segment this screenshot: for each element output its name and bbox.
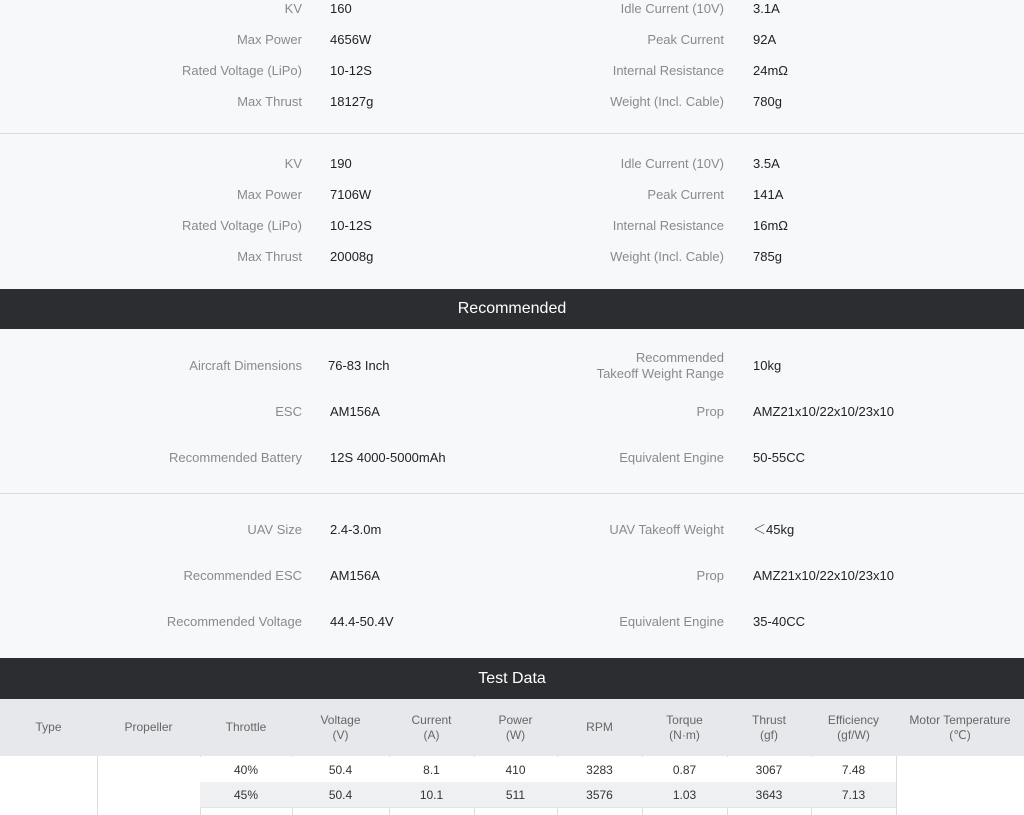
internal-resistance-label: Internal Resistance <box>612 63 724 78</box>
engine-value: 35-40CC <box>753 614 806 629</box>
spec-row <box>0 1 1024 25</box>
engine-label: Equivalent Engine <box>619 614 724 629</box>
spec-row <box>0 350 1024 384</box>
spec-row <box>0 187 1024 211</box>
recommended-b <box>0 494 1024 658</box>
column-header <box>292 699 389 756</box>
uav-takeoff-weight-value: ＜45kg <box>753 522 795 537</box>
spec-row <box>0 94 1024 118</box>
spec-row <box>0 522 1024 546</box>
spec-row <box>0 249 1024 273</box>
table-row-line <box>200 807 896 808</box>
column-header-unit: (N·m) <box>669 727 700 742</box>
max-power-value: 7106W <box>330 187 372 202</box>
table-cell: 10.1 <box>419 787 444 802</box>
table-cell: 50.4 <box>328 762 353 777</box>
column-header-unit: (℃) <box>949 727 971 742</box>
column-header <box>727 699 811 756</box>
rated-voltage-value: 10-12S <box>330 63 372 78</box>
idle-current-value: 3.1A <box>753 1 780 16</box>
esc-label: ESC <box>275 404 302 419</box>
takeoff-weight-label <box>424 350 724 382</box>
recommended-voltage-label: Recommended Voltage <box>166 614 302 629</box>
motor-b-specs <box>0 134 1024 289</box>
recommended-voltage-value: 44.4-50.4V <box>330 614 394 629</box>
table-cell: 3067 <box>755 762 783 777</box>
max-power-value: 4656W <box>330 32 372 47</box>
column-header <box>896 699 1024 756</box>
peak-current-label: Peak Current <box>647 187 724 202</box>
recommended-a <box>0 329 1024 493</box>
max-power-label: Max Power <box>236 187 302 202</box>
uav-size-value: 2.4-3.0m <box>330 522 382 537</box>
engine-label: Equivalent Engine <box>619 450 724 465</box>
column-header-label: Current <box>411 712 452 727</box>
takeoff-weight-label-line1: Recommended <box>635 350 724 365</box>
idle-current-label: Idle Current (10V) <box>620 156 724 171</box>
column-header-label: Torque <box>666 712 703 727</box>
table-grid-line <box>97 756 98 815</box>
recommended-esc-value: AM156A <box>330 568 380 583</box>
rated-voltage-label: Rated Voltage (LiPo) <box>182 63 302 78</box>
max-thrust-label: Max Thrust <box>237 94 302 109</box>
column-header-label: Type <box>35 720 62 734</box>
peak-current-value: 92A <box>753 32 777 47</box>
table-cell: 1.03 <box>672 787 697 802</box>
recommended-header: Recommended <box>0 289 1024 329</box>
table-cell: 3283 <box>586 762 613 777</box>
weight-value: 780g <box>753 94 782 109</box>
peak-current-value: 141A <box>753 187 784 202</box>
table-cell: 7.48 <box>841 762 866 777</box>
idle-current-label: Idle Current (10V) <box>620 1 724 16</box>
motor-a-specs <box>0 0 1024 133</box>
column-header <box>0 699 97 756</box>
kv-value: 160 <box>330 1 352 16</box>
aircraft-dimensions-label: Aircraft Dimensions <box>189 358 302 373</box>
prop-label: Prop <box>696 404 724 419</box>
kv-label: KV <box>284 156 302 171</box>
column-header-label: Motor Temperature <box>909 712 1011 727</box>
weight-label: Weight (Incl. Cable) <box>610 249 724 264</box>
table-cell: 40% <box>233 762 259 777</box>
column-header <box>474 699 557 756</box>
table-cell: 45% <box>233 787 259 802</box>
column-header-unit: (gf/W) <box>837 727 870 742</box>
spec-row <box>0 32 1024 56</box>
uav-takeoff-weight-label: UAV Takeoff Weight <box>609 522 724 537</box>
table-cell: 50.4 <box>328 787 353 802</box>
column-header-unit: (A) <box>423 727 440 742</box>
column-header <box>642 699 727 756</box>
max-thrust-value: 18127g <box>330 94 374 109</box>
test-data-header: Test Data <box>0 658 1024 699</box>
column-header-label: Power <box>498 712 533 727</box>
spec-row <box>0 568 1024 592</box>
max-power-label: Max Power <box>236 32 302 47</box>
battery-value: 12S 4000-5000mAh <box>330 450 446 465</box>
column-header-label: Thrust <box>751 712 786 727</box>
column-header-unit: (W) <box>505 727 526 742</box>
max-thrust-value: 20008g <box>330 249 374 264</box>
uav-size-label: UAV Size <box>247 522 302 537</box>
spec-row <box>0 63 1024 87</box>
spec-row <box>0 404 1024 428</box>
column-header <box>97 699 200 756</box>
table-grid-line <box>896 756 897 815</box>
esc-value: AM156A <box>330 404 380 419</box>
kv-value: 190 <box>330 156 352 171</box>
column-header <box>557 699 642 756</box>
test-table-header <box>0 699 1024 756</box>
column-header <box>200 699 292 756</box>
table-cell: 8.1 <box>423 762 440 777</box>
peak-current-label: Peak Current <box>647 32 724 47</box>
table-cell: 3643 <box>755 787 783 802</box>
aircraft-dimensions-value: 76-83 Inch <box>328 358 390 373</box>
table-cell: 7.13 <box>841 787 866 802</box>
column-header <box>811 699 896 756</box>
takeoff-weight-value: 10kg <box>753 358 782 373</box>
takeoff-weight-label-line2: Takeoff Weight Range <box>596 366 724 381</box>
prop-value: AMZ21x10/22x10/23x10 <box>753 568 894 583</box>
max-thrust-label: Max Thrust <box>237 249 302 264</box>
column-header-label: RPM <box>586 720 613 734</box>
column-header <box>389 699 474 756</box>
column-header-label: Throttle <box>225 720 267 734</box>
column-header-label: Efficiency <box>827 712 880 727</box>
idle-current-value: 3.5A <box>753 156 780 171</box>
weight-label: Weight (Incl. Cable) <box>610 94 724 109</box>
spec-row <box>0 218 1024 242</box>
prop-value: AMZ21x10/22x10/23x10 <box>753 404 894 419</box>
table-cell: 410 <box>505 762 526 777</box>
battery-label: Recommended Battery <box>169 450 302 465</box>
recommended-esc-label: Recommended ESC <box>183 568 302 583</box>
weight-value: 785g <box>753 249 782 264</box>
table-cell: 3576 <box>586 787 613 802</box>
rated-voltage-value: 10-12S <box>330 218 372 233</box>
column-header-label: Voltage <box>320 712 361 727</box>
column-header-unit: (gf) <box>760 727 778 742</box>
prop-label: Prop <box>696 568 724 583</box>
table-cell: 0.87 <box>672 762 697 777</box>
spec-row <box>0 450 1024 474</box>
table-cell: 511 <box>505 787 526 802</box>
internal-resistance-label: Internal Resistance <box>612 218 724 233</box>
rated-voltage-label: Rated Voltage (LiPo) <box>182 218 302 233</box>
internal-resistance-value: 16mΩ <box>753 218 789 233</box>
kv-label: KV <box>284 1 302 16</box>
column-header-unit: (V) <box>332 727 349 742</box>
engine-value: 50-55CC <box>753 450 806 465</box>
test-table-body <box>0 756 1024 815</box>
spec-row <box>0 156 1024 180</box>
column-header-label: Propeller <box>124 720 173 734</box>
spec-row <box>0 614 1024 638</box>
internal-resistance-value: 24mΩ <box>753 63 789 78</box>
